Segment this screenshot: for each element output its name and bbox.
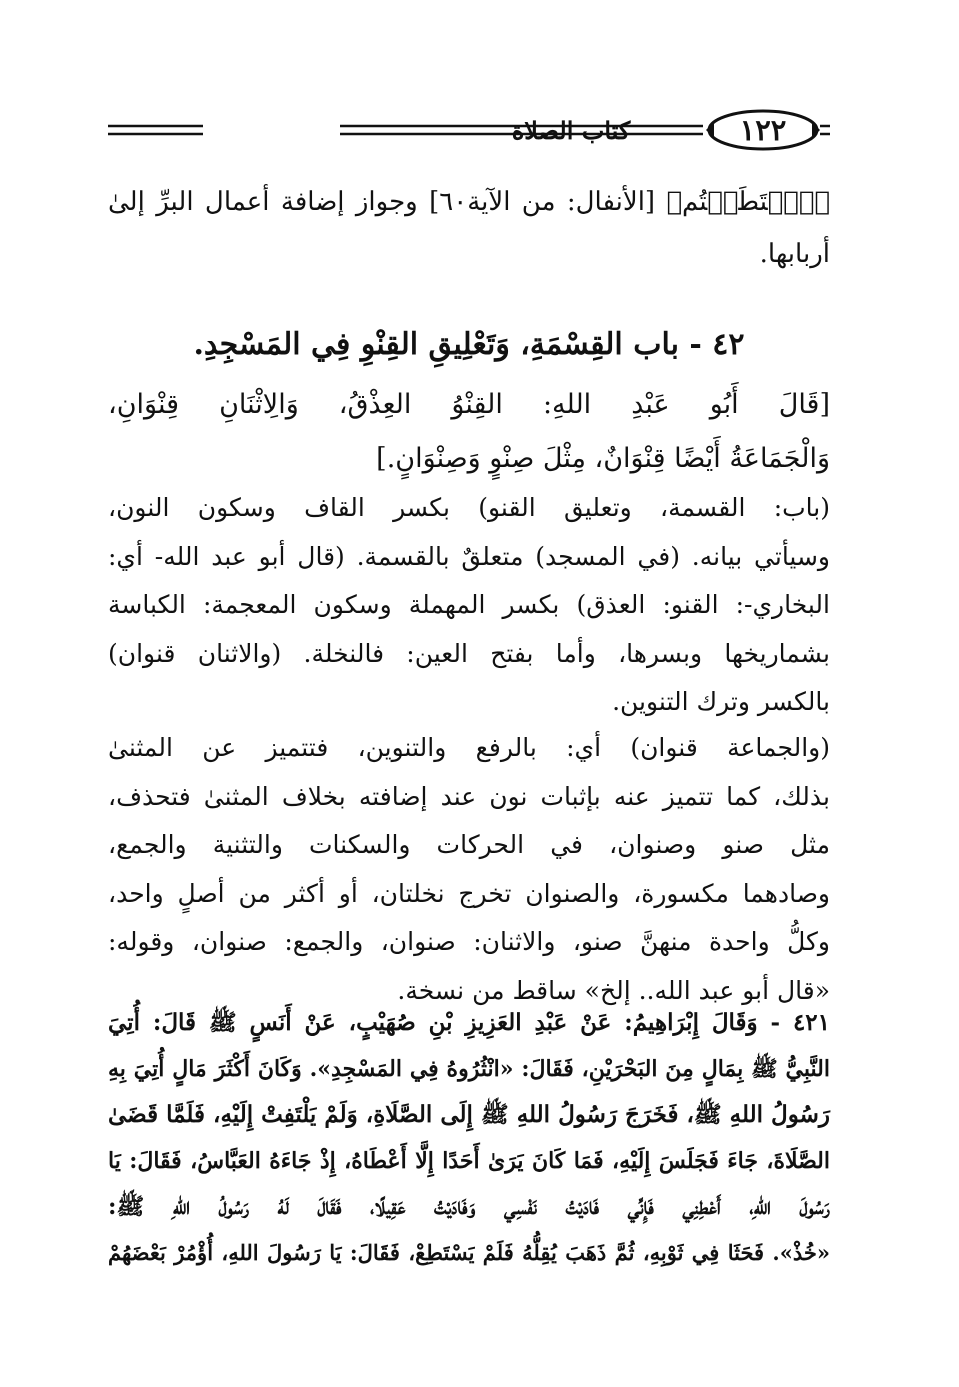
commentary-paragraph-2 bbox=[108, 724, 830, 1015]
text-line: وصادهما مكسورة، والصنوان تخرج نخلتان، أو أكثر من أصلٍ واحد، bbox=[108, 878, 830, 908]
text-line: البخاري-: القنو: العذق) بكسر المهملة وسكون المعجمة: الكباسة bbox=[108, 590, 830, 619]
text-line: بشماريخها وبسرها، وأما بفتح العين: فالنخلة. (والاثنان قنوان) bbox=[108, 638, 830, 668]
hadith-421 bbox=[108, 1000, 830, 1276]
chapter-heading bbox=[108, 320, 830, 370]
hadith-line: «خُذْ». فَحَثَا فِي ثَوْبِهِ، ثُمَّ ذَهَبَ يُقِلُّهُ فَلَمْ يَسْتَطِعْ، فَقَالَ: يَا رَسُولَ اللهِ، أُؤْمُرْ بَعْضَهُمْ bbox=[108, 1240, 830, 1265]
text-line: مثل صنو وصنوان، في الحركات والسكنات والتثنية والجمع، bbox=[108, 830, 830, 859]
text-line: بالكسر وترك التنوين. bbox=[612, 687, 830, 716]
text-line: «قال أبو عبد الله.. إلخ» ساقط من نسخة. bbox=[397, 975, 830, 1005]
hadith-line: ٤٢١ - وَقَالَ إِبْرَاهِيمُ: عَنْ عَبْدِ العَزِيزِ بْنِ صُهَيْبٍ، عَنْ أَنَسٍ ﷺ قَالَ: أُتِيَ bbox=[108, 1009, 830, 1036]
page-number: ١٢٢ bbox=[739, 113, 787, 147]
bukhari-quote bbox=[108, 378, 830, 486]
quote-line: وَالْجَمَاعَةُ أَيْضًا قِنْوَانٌ، مِثْلَ صِنْوٍ وَصِنْوَانٍ.] bbox=[376, 443, 830, 474]
hadith-line: الصَّلَاةَ، جَاءَ فَجَلَسَ إِلَيْهِ، فَمَا كَانَ يَرَىٰ أَحَدًا إِلَّا أَعْطَاهُ، إِذْ جَاءَهُ العَبَّاسُ، فَقَالَ: يَا bbox=[108, 1148, 830, 1174]
text-line: وكلُّ واحدة منهنَّ صنو، والاثنان: صنوان، والجمع: صنوان، وقوله: bbox=[108, 927, 830, 956]
hadith-line: رَسُولُ اللهِ ﷺ، فَخَرَجَ رَسُولُ اللهِ ﷺ إِلَى الصَّلَاةِ، وَلَمْ يَلْتَفِتْ إِلَيْهِ، فَلَمَّا قَضَىٰ bbox=[108, 1101, 830, 1128]
chapter-title: ٤٢ - باب القِسْمَةِ، وَتَعْلِيقِ القِنْوِ فِي المَسْجِدِ. bbox=[193, 327, 745, 362]
page-header bbox=[108, 104, 830, 156]
text-line: ﴿ٱسۡتَطَعۡتُم﴾ [الأنفال: من الآية٦٠] وجواز إضافة أعمال البرِّ إلىٰ bbox=[108, 187, 830, 217]
running-title: كتاب الصلاة bbox=[511, 115, 631, 145]
hadith-line: رَسُولَ اللهِ، أَعْطِنِي فَإِنِّي فَادَيْتُ نَفْسِي وَفَادَيْتُ عَقِيلًا، فَقَالَ لَهُ رَسُولُ اللهِ ﷺ: bbox=[108, 1193, 830, 1220]
commentary-paragraph-1 bbox=[108, 484, 830, 727]
hadith-line: النَّبِيُّ ﷺ بِمَالٍ مِنَ البَحْرَيْنِ، فَقَالَ: «انْثُرُوهُ فِي المَسْجِدِ». وَكَانَ أَكْثَرَ مَالٍ أُتِيَ بِهِ bbox=[108, 1056, 830, 1082]
quote-line: [قَالَ أَبُو عَبْدِ اللهِ: القِنْوُ العِذْقُ، وَالِاثْنَانِ قِنْوَانِ، bbox=[108, 389, 830, 420]
intro-paragraph bbox=[108, 176, 830, 280]
text-line: (باب: القسمة، وتعليق القنو) بكسر القاف وسكون النون، bbox=[108, 493, 830, 522]
text-line: (والجماعة قنوان) أي: بالرفع والتنوين، فتتميز عن المثنىٰ bbox=[108, 733, 830, 762]
text-line: وسيأتي بيانه. (في المسجد) متعلقٌ بالقسمة. (قال أبو عبد الله- أي: bbox=[108, 541, 830, 571]
text-line: أربابها. bbox=[759, 239, 830, 269]
text-line: بذلك، كما تتميز عنه بإثبات نون عند إضافته بخلاف المثنىٰ فتحذف، bbox=[108, 781, 830, 811]
